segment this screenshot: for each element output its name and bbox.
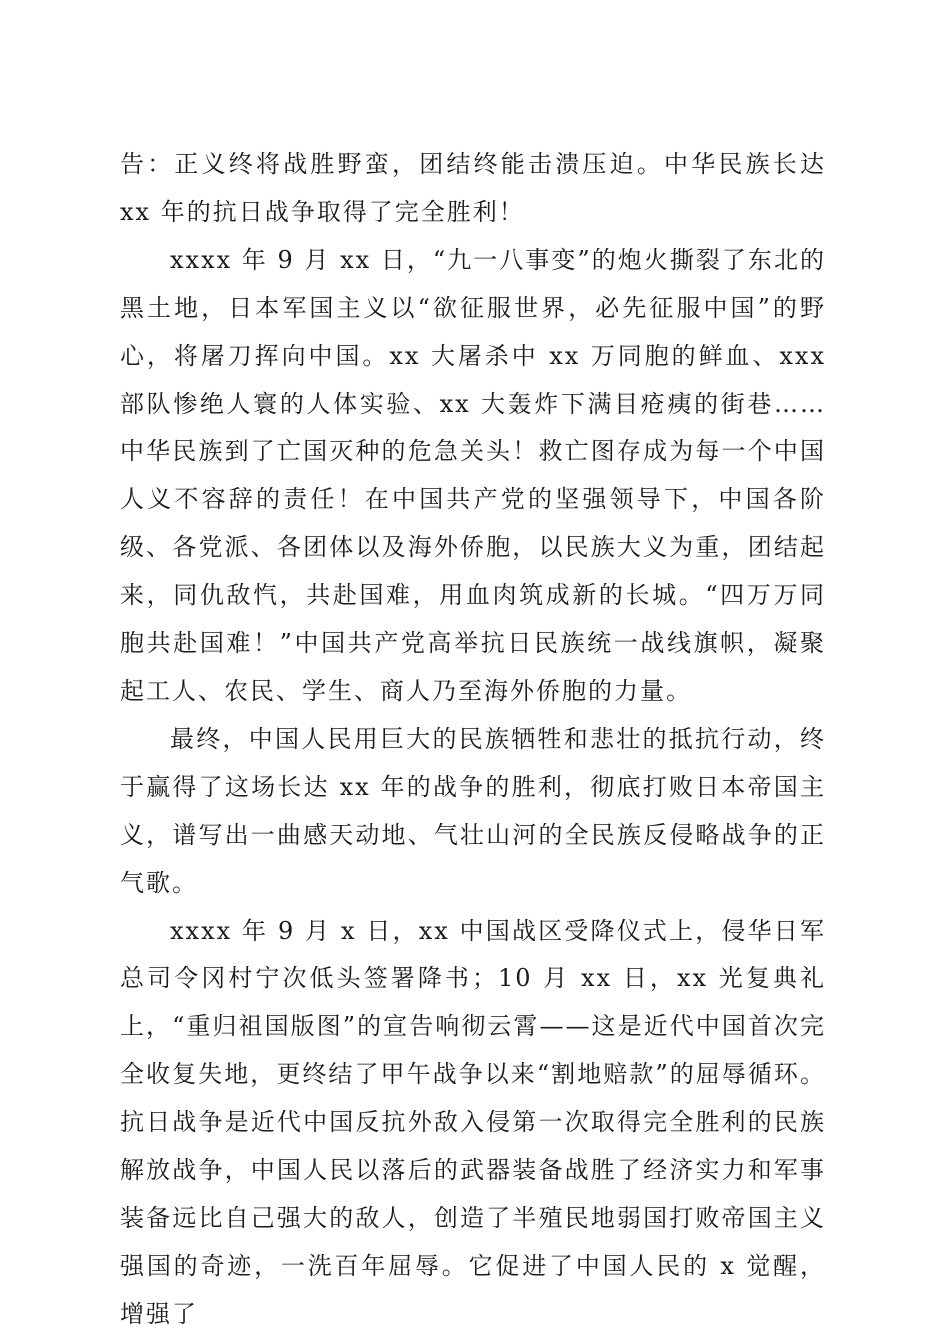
paragraph-1: 告：正义终将战胜野蛮，团结终能击溃压迫。中华民族长达 xx 年的抗日战争取得了完全胜利！ xyxy=(120,150,826,226)
paragraph-2: xxxx 年 9 月 xx 日，“九一八事变”的炮火撕裂了东北的黑土地，日本军国主义以“欲征服世界，必先征服中国”的野心，将屠刀挥向中国。xx 大屠杀中 xx 万同胞的鲜血、xxx 部队惨绝人寰的人体实验、xx 大轰炸下满目疮痍的街巷……中华民族到了亡国灭种的危急关头！救亡图存成为每一个中国人义不容辞的责任！在中国共产党的坚强领导下，中国各阶级、各党派、各团体以及海外侨胞，以民族大义为重，团结起来，同仇敌忾，共赴国难，用血肉筑成新的长城。“四万万同胞共赴国难！”中国共产党高举抗日民族统一战线旗帜，凝聚起工人、农民、学生、商人乃至海外侨胞的力量。 xyxy=(120,245,826,705)
document-body xyxy=(120,141,826,1339)
paragraph-3: 最终，中国人民用巨大的民族牺牲和悲壮的抵抗行动，终于赢得了这场长达 xx 年的战争的胜利，彻底打败日本帝国主义，谱写出一曲感天动地、气壮山河的全民族反侵略战争的正气歌。 xyxy=(120,724,826,897)
paragraph-4: xxxx 年 9 月 x 日，xx 中国战区受降仪式上，侵华日军总司令冈村宁次低头签署降书；10 月 xx 日，xx 光复典礼上，“重归祖国版图”的宣告响彻云霄——这是近代中国首次完全收复失地，更终结了甲午战争以来“割地赔款”的屈辱循环。抗日战争是近代中国反抗外敌入侵第一次取得完全胜利的民族解放战争，中国人民以落后的武器装备战胜了经济实力和军事装备远比自己强大的敌人，创造了半殖民地弱国打败帝国主义强国的奇迹，一洗百年屈辱。它促进了中国人民的 x 觉醒，增强了 xyxy=(120,916,826,1328)
